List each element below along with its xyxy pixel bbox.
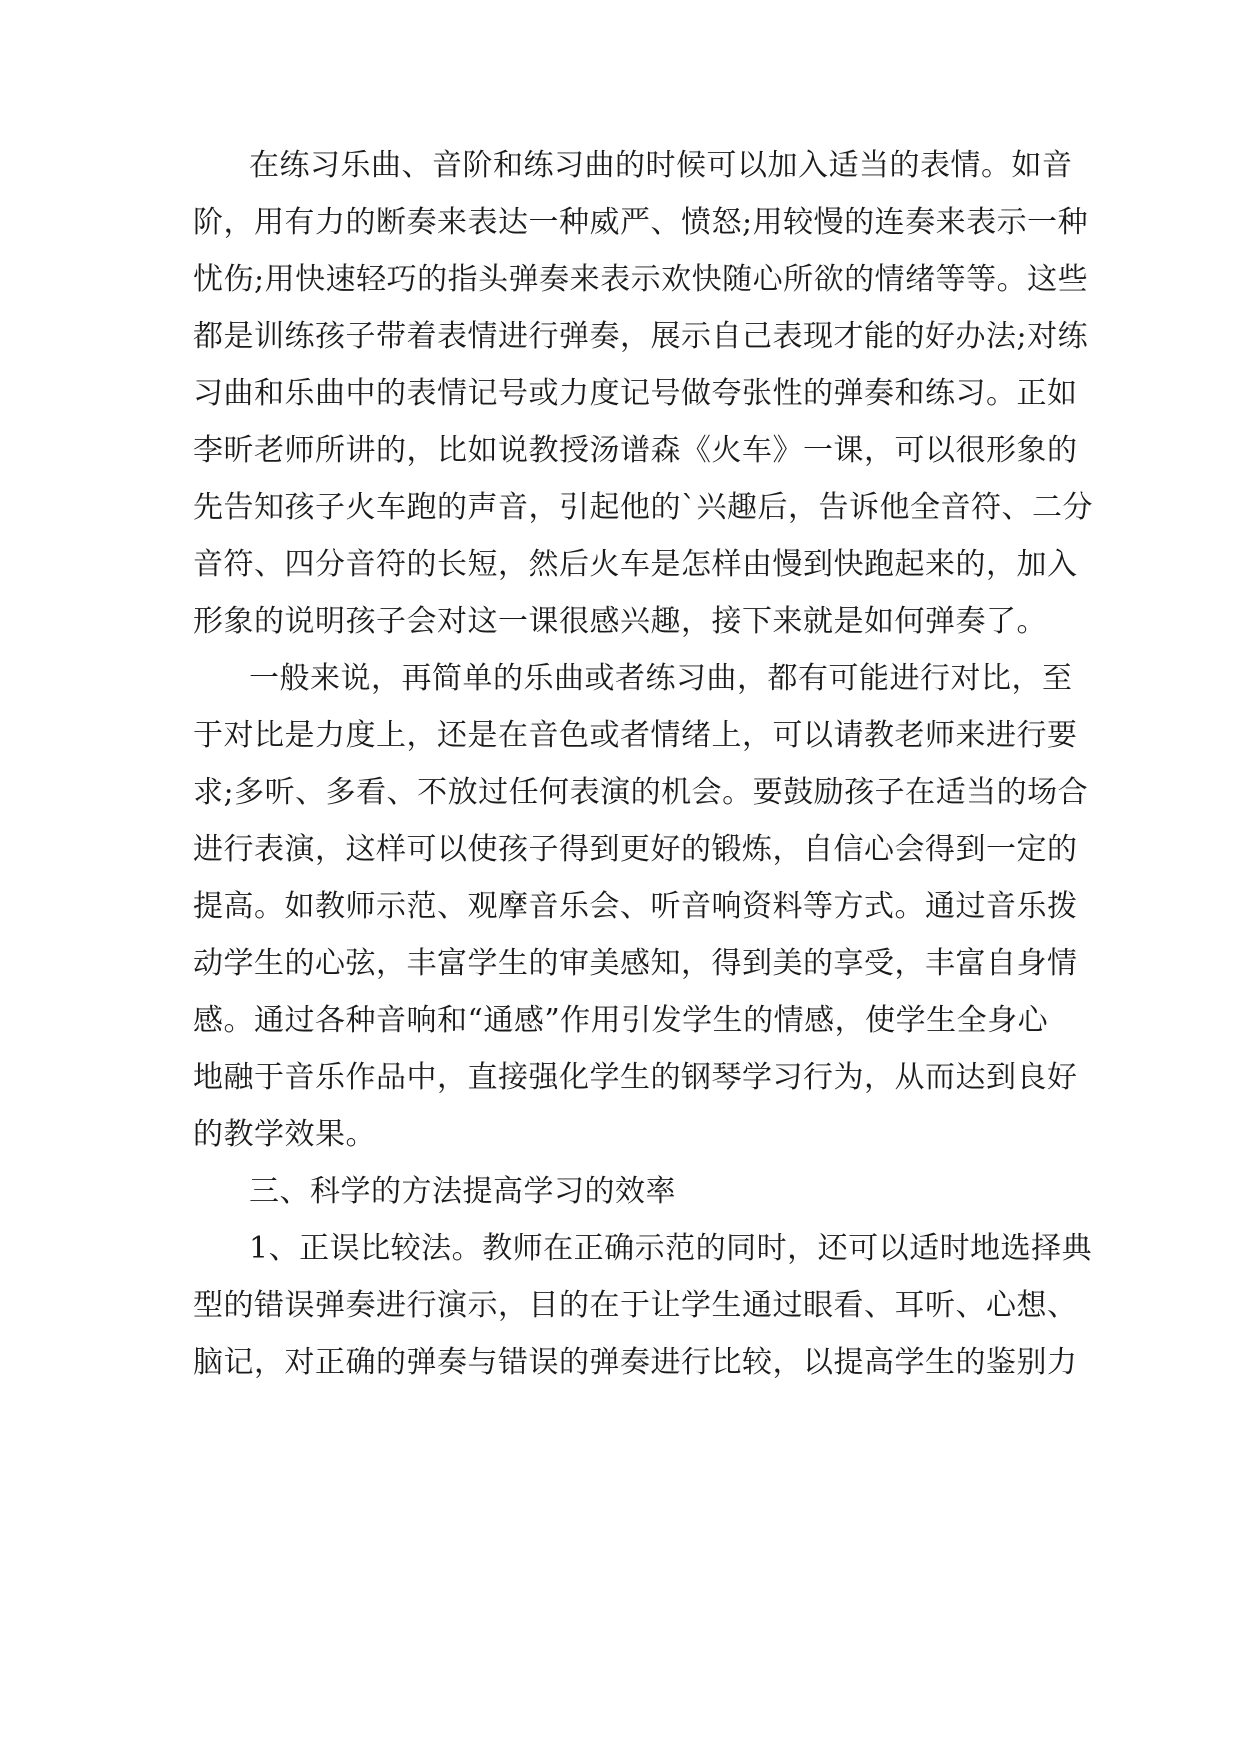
text-line: 脑记，对正确的弹奏与错误的弹奏进行比较，以提高学生的鉴别力 bbox=[193, 1345, 1078, 1380]
text-line: 习曲和乐曲中的表情记号或力度记号做夸张性的弹奏和练习。正如 bbox=[193, 376, 1078, 411]
text-line: 地融于音乐作品中，直接强化学生的钢琴学习行为，从而达到良好 bbox=[193, 1060, 1078, 1095]
text-line: 提高。如教师示范、观摩音乐会、听音响资料等方式。通过音乐拨 bbox=[193, 889, 1078, 924]
text-line: 都是训练孩子带着表情进行弹奏，展示自己表现才能的好办法;对练 bbox=[193, 319, 1089, 354]
text-line: 感。通过各种音响和“通感”作用引发学生的情感，使学生全身心 bbox=[193, 1003, 1049, 1038]
text-line: 形象的说明孩子会对这一课很感兴趣，接下来就是如何弹奏了。 bbox=[193, 604, 1047, 639]
text-line: 求;多听、多看、不放过任何表演的机会。要鼓励孩子在适当的场合 bbox=[193, 775, 1089, 810]
text-line: 一般来说，再简单的乐曲或者练习曲，都有可能进行对比，至 bbox=[249, 661, 1073, 696]
text-line: 1、正误比较法。教师在正确示范的同时，还可以适时地选择典 bbox=[249, 1231, 1093, 1266]
text-line: 音符、四分音符的长短，然后火车是怎样由慢到快跑起来的，加入 bbox=[193, 547, 1078, 582]
section-heading: 三、科学的方法提高学习的效率 bbox=[249, 1174, 676, 1209]
text-line: 在练习乐曲、音阶和练习曲的时候可以加入适当的表情。如音 bbox=[249, 148, 1073, 183]
text-line: 李昕老师所讲的，比如说教授汤谱森《火车》一课，可以很形象的 bbox=[193, 433, 1078, 468]
text-line: 阶，用有力的断奏来表达一种威严、愤怒;用较慢的连奏来表示一种 bbox=[193, 205, 1089, 240]
text-line: 先告知孩子火车跑的声音，引起他的`兴趣后，告诉他全音符、二分 bbox=[193, 490, 1093, 525]
text-line: 忧伤;用快速轻巧的指头弹奏来表示欢快随心所欲的情绪等等。这些 bbox=[193, 262, 1089, 297]
text-line: 的教学效果。 bbox=[193, 1117, 376, 1152]
text-line: 动学生的心弦，丰富学生的审美感知，得到美的享受，丰富自身情 bbox=[193, 946, 1078, 981]
text-line: 型的错误弹奏进行演示，目的在于让学生通过眼看、耳听、心想、 bbox=[193, 1288, 1078, 1323]
text-line: 进行表演，这样可以使孩子得到更好的锻炼，自信心会得到一定的 bbox=[193, 832, 1078, 867]
text-line: 于对比是力度上，还是在音色或者情绪上，可以请教老师来进行要 bbox=[193, 718, 1078, 753]
